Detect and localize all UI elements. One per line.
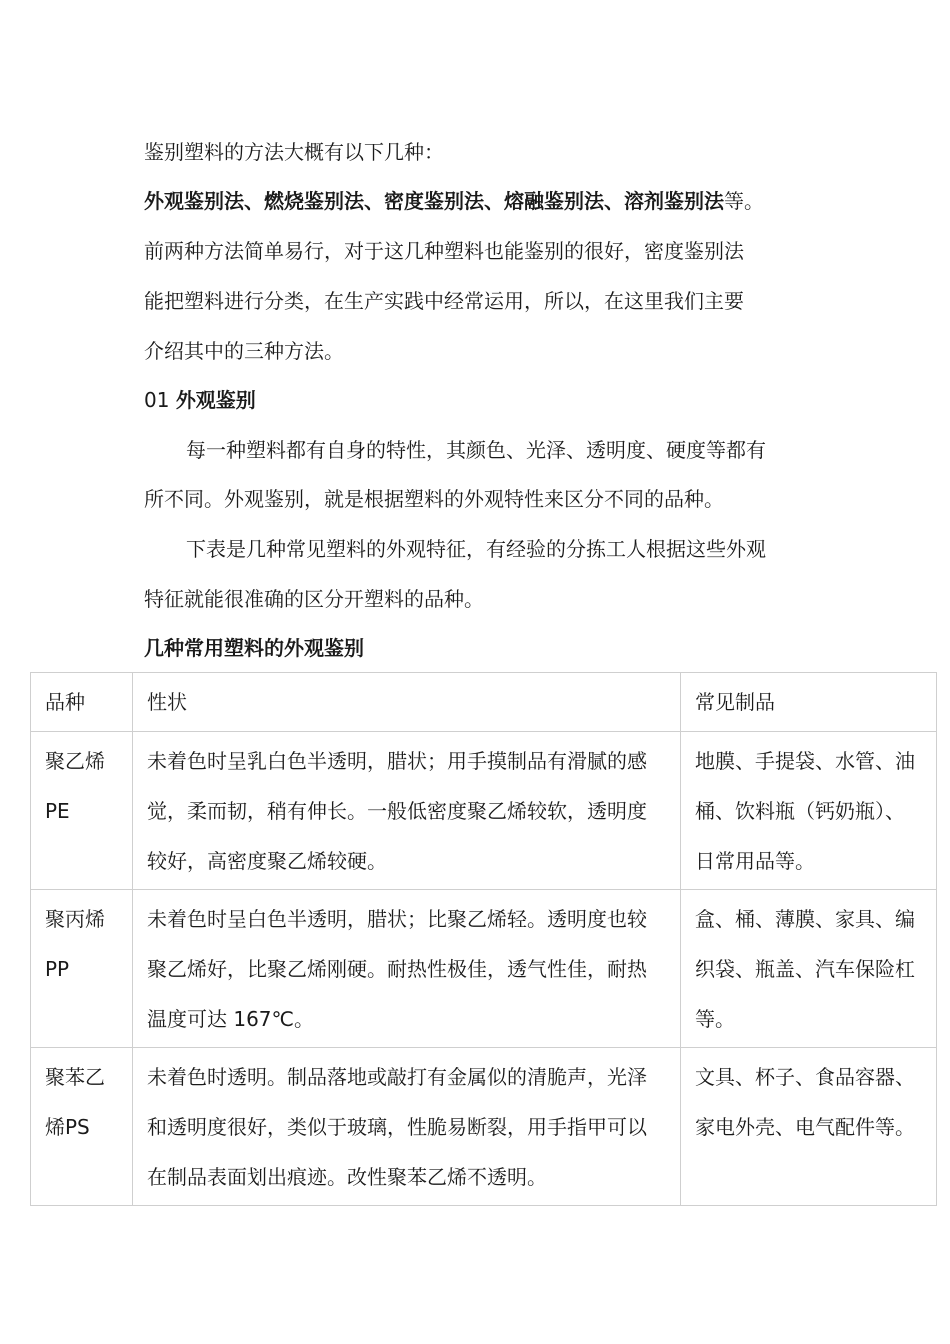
paragraph-line: 特征就能很准确的区分开塑料的品种。 bbox=[144, 587, 484, 611]
properties-cell: 未着色时呈乳白色半透明，腊状；用手摸制品有滑腻的感觉，柔而韧，稍有伸长。一般低密度聚乙烯较软，透明度较好，高密度聚乙烯较硬。 bbox=[133, 732, 681, 890]
header-properties: 性状 bbox=[133, 673, 681, 732]
table-row bbox=[31, 890, 937, 1048]
variety-cell: 聚乙烯PE bbox=[31, 732, 133, 890]
table-header-row bbox=[31, 673, 937, 732]
intro-line: 前两种方法简单易行，对于这几种塑料也能鉴别的很好，密度鉴别法 bbox=[144, 239, 744, 263]
table-caption: 几种常用塑料的外观鉴别 bbox=[144, 636, 364, 660]
section-heading bbox=[144, 386, 256, 414]
header-products: 常见制品 bbox=[681, 673, 937, 732]
properties-cell: 未着色时透明。制品落地或敲打有金属似的清脆声，光泽和透明度很好，类似于玻璃，性脆易断裂，用手指甲可以在制品表面划出痕迹。改性聚苯乙烯不透明。 bbox=[133, 1048, 681, 1206]
variety-cell: 聚苯乙烯PS bbox=[31, 1048, 133, 1206]
products-cell: 地膜、手提袋、水管、油桶、饮料瓶（钙奶瓶）、日常用品等。 bbox=[681, 732, 937, 890]
section-number: 01 bbox=[144, 388, 176, 412]
variety-cell: 聚丙烯PP bbox=[31, 890, 133, 1048]
products-cell: 文具、杯子、食品容器、家电外壳、电气配件等。 bbox=[681, 1048, 937, 1206]
paragraph-line: 下表是几种常见塑料的外观特征，有经验的分拣工人根据这些外观 bbox=[186, 537, 766, 561]
paragraph-line: 每一种塑料都有自身的特性，其颜色、光泽、透明度、硬度等都有 bbox=[186, 438, 766, 462]
methods-bold-text: 外观鉴别法、燃烧鉴别法、密度鉴别法、熔融鉴别法、溶剂鉴别法 bbox=[144, 189, 724, 213]
methods-tail-text: 等。 bbox=[724, 189, 764, 213]
table-row bbox=[31, 732, 937, 890]
section-title: 外观鉴别 bbox=[175, 388, 256, 412]
table-row bbox=[31, 1048, 937, 1206]
plastic-identification-table bbox=[30, 672, 937, 1206]
products-cell: 盒、桶、薄膜、家具、编织袋、瓶盖、汽车保险杠等。 bbox=[681, 890, 937, 1048]
intro-line: 能把塑料进行分类，在生产实践中经常运用，所以，在这里我们主要 bbox=[144, 289, 744, 313]
header-variety: 品种 bbox=[31, 673, 133, 732]
methods-list bbox=[144, 187, 764, 215]
paragraph-line: 所不同。外观鉴别，就是根据塑料的外观特性来区分不同的品种。 bbox=[144, 487, 724, 511]
properties-cell: 未着色时呈白色半透明，腊状；比聚乙烯轻。透明度也较聚乙烯好，比聚乙烯刚硬。耐热性极佳，透气性佳，耐热温度可达 167℃。 bbox=[133, 890, 681, 1048]
intro-line: 鉴别塑料的方法大概有以下几种： bbox=[144, 140, 444, 164]
intro-line: 介绍其中的三种方法。 bbox=[144, 339, 344, 363]
